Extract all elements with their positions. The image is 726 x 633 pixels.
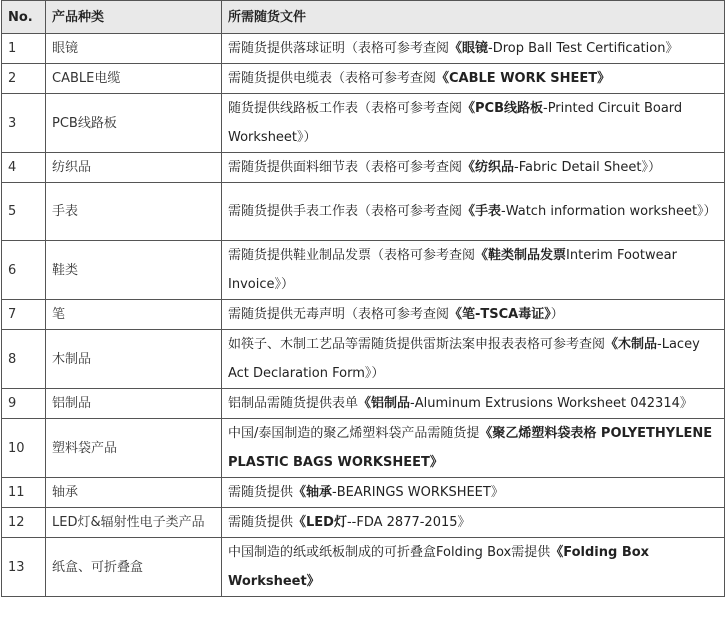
doc-text: 需随货提供面料细节表（表格可参考查阅 bbox=[228, 160, 463, 175]
doc-title: 《Folding Box Worksheet》 bbox=[228, 545, 650, 589]
row-documents bbox=[222, 183, 725, 241]
row-category: CABLE电缆 bbox=[46, 64, 222, 94]
table-row bbox=[2, 389, 725, 419]
row-documents bbox=[222, 34, 725, 64]
row-number: 2 bbox=[2, 64, 46, 94]
table-header bbox=[2, 1, 725, 34]
row-number: 8 bbox=[2, 330, 46, 389]
doc-text: 随货提供线路板工作表（表格可参考查阅 bbox=[228, 101, 463, 116]
doc-text: 需随货提供 bbox=[228, 485, 294, 500]
row-category: 塑料袋产品 bbox=[46, 419, 222, 478]
header-no: No. bbox=[2, 1, 46, 34]
table-row bbox=[2, 508, 725, 538]
doc-title: 《手表 bbox=[462, 204, 502, 219]
row-number: 12 bbox=[2, 508, 46, 538]
row-documents bbox=[222, 478, 725, 508]
table-body bbox=[2, 34, 725, 597]
doc-text-suffix: Interim Footwear Invoice》） bbox=[228, 248, 677, 292]
doc-text: 需随货提供 bbox=[228, 515, 294, 530]
doc-text-suffix: -Lacey Act Declaration Form》） bbox=[228, 337, 700, 381]
row-number: 6 bbox=[2, 241, 46, 300]
doc-text-suffix: -Drop Ball Test Certification》 bbox=[488, 41, 679, 56]
doc-text: 需随货提供手表工作表（表格可参考查阅 bbox=[228, 204, 463, 219]
doc-text: 需随货提供电缆表（表格可参考查阅 bbox=[228, 71, 437, 86]
row-category: LED灯&辐射性电子类产品 bbox=[46, 508, 222, 538]
row-category: 轴承 bbox=[46, 478, 222, 508]
header-documents: 所需随货文件 bbox=[222, 1, 725, 34]
doc-title: 《眼镜 bbox=[449, 41, 489, 56]
table-row bbox=[2, 94, 725, 153]
row-category: 纸盒、可折叠盒 bbox=[46, 538, 222, 597]
row-number: 1 bbox=[2, 34, 46, 64]
row-documents bbox=[222, 330, 725, 389]
doc-title: 《笔-TSCA毒证》 bbox=[449, 307, 551, 322]
doc-title: 《PCB线路板 bbox=[462, 101, 543, 116]
doc-title: 《LED灯 bbox=[293, 515, 347, 530]
table-row bbox=[2, 330, 725, 389]
row-documents bbox=[222, 508, 725, 538]
doc-text-suffix: -Aluminum Extrusions Worksheet 042314》 bbox=[410, 396, 693, 411]
doc-text-suffix: -Fabric Detail Sheet》） bbox=[514, 160, 661, 175]
doc-text: 需随货提供无毒声明（表格可参考查阅 bbox=[228, 307, 450, 322]
doc-title: 《轴承 bbox=[293, 485, 333, 500]
doc-title: 《纺织品 bbox=[462, 160, 515, 175]
doc-text-suffix: -Printed Circuit Board Worksheet》） bbox=[228, 101, 683, 145]
row-documents bbox=[222, 241, 725, 300]
required-documents-table bbox=[1, 0, 725, 597]
row-number: 13 bbox=[2, 538, 46, 597]
doc-text-suffix: ） bbox=[550, 307, 564, 322]
table-row bbox=[2, 153, 725, 183]
doc-text-suffix: --FDA 2877-2015》 bbox=[346, 515, 471, 530]
table-row bbox=[2, 34, 725, 64]
table-row bbox=[2, 300, 725, 330]
row-number: 4 bbox=[2, 153, 46, 183]
doc-text: 需随货提供鞋业制品发票（表格可参考查阅 bbox=[228, 248, 476, 263]
row-category: 纺织品 bbox=[46, 153, 222, 183]
row-category: 木制品 bbox=[46, 330, 222, 389]
row-number: 7 bbox=[2, 300, 46, 330]
table-row bbox=[2, 419, 725, 478]
row-documents bbox=[222, 64, 725, 94]
row-documents bbox=[222, 94, 725, 153]
doc-text: 如筷子、木制工艺品等需随货提供雷斯法案申报表表格可参考查阅 bbox=[228, 337, 606, 352]
doc-title: 《鞋类制品发票 bbox=[475, 248, 567, 263]
doc-text: 中国制造的纸或纸板制成的可折叠盒Folding Box需提供 bbox=[228, 545, 551, 560]
row-category: PCB线路板 bbox=[46, 94, 222, 153]
doc-text: 中国/泰国制造的聚乙烯塑料袋产品需随货提 bbox=[228, 426, 480, 441]
table-row bbox=[2, 478, 725, 508]
row-documents bbox=[222, 389, 725, 419]
doc-title: 《木制品 bbox=[605, 337, 658, 352]
row-documents bbox=[222, 300, 725, 330]
header-category: 产品种类 bbox=[46, 1, 222, 34]
row-category: 眼镜 bbox=[46, 34, 222, 64]
doc-title: 《聚乙烯塑料袋表格 POLYETHYLENE PLASTIC BAGS WORKSHEET》 bbox=[228, 426, 713, 470]
doc-text: 需随货提供落球证明（表格可参考查阅 bbox=[228, 41, 450, 56]
doc-text: 铝制品需随货提供表单 bbox=[228, 396, 359, 411]
doc-title: 《铝制品 bbox=[358, 396, 411, 411]
table-row bbox=[2, 241, 725, 300]
row-number: 3 bbox=[2, 94, 46, 153]
row-category: 手表 bbox=[46, 183, 222, 241]
row-category: 铝制品 bbox=[46, 389, 222, 419]
doc-text-suffix: -Watch information worksheet》） bbox=[501, 204, 717, 219]
row-documents bbox=[222, 538, 725, 597]
table-row bbox=[2, 183, 725, 241]
doc-title: 《CABLE WORK SHEET》 bbox=[436, 71, 611, 86]
doc-text-suffix: -BEARINGS WORKSHEET》 bbox=[332, 485, 504, 500]
table-row bbox=[2, 538, 725, 597]
row-number: 10 bbox=[2, 419, 46, 478]
row-documents bbox=[222, 419, 725, 478]
row-documents bbox=[222, 153, 725, 183]
row-number: 5 bbox=[2, 183, 46, 241]
row-number: 9 bbox=[2, 389, 46, 419]
row-number: 11 bbox=[2, 478, 46, 508]
table-row bbox=[2, 64, 725, 94]
row-category: 鞋类 bbox=[46, 241, 222, 300]
row-category: 笔 bbox=[46, 300, 222, 330]
